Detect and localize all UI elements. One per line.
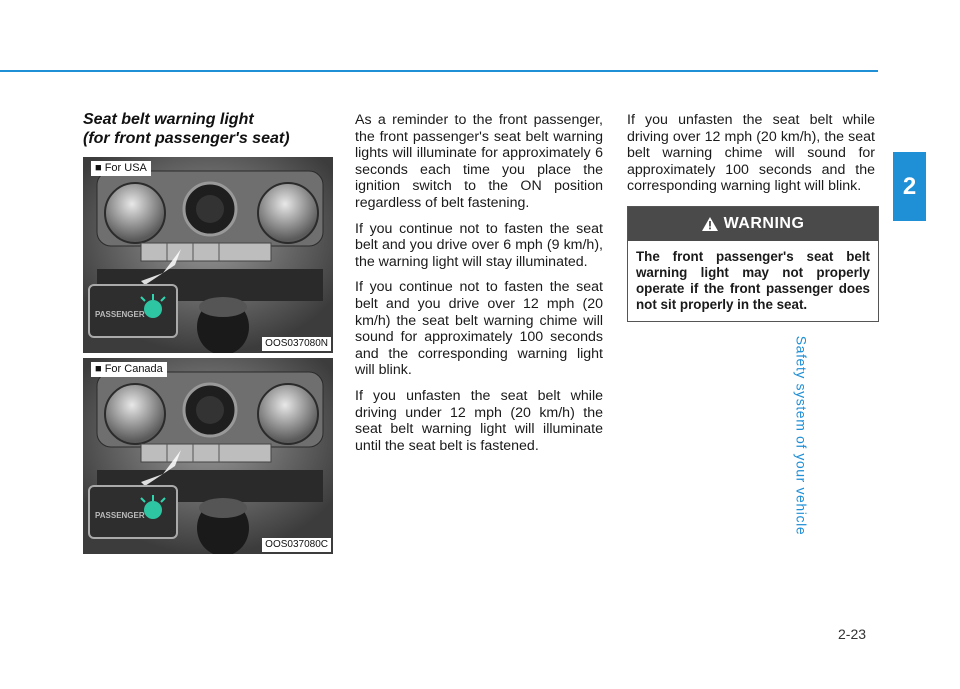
figure-code: OOS037080C bbox=[262, 538, 331, 552]
section-heading bbox=[83, 110, 343, 148]
warning-title: WARNING bbox=[723, 215, 805, 232]
figure-usa bbox=[83, 157, 333, 353]
figure-code: OOS037080N bbox=[262, 337, 331, 351]
heading-line-2: (for front passenger's seat) bbox=[83, 130, 290, 147]
warning-box bbox=[627, 206, 879, 322]
top-rule bbox=[0, 70, 878, 72]
paragraph: As a reminder to the front passenger, the front passenger's seat belt warning lights will illuminate for approximately 6 seconds each time you place the ignition switch to the ON position regardless of belt fastening. bbox=[355, 112, 603, 211]
paragraph: If you unfasten the seat belt while driving under 12 mph (20 km/h) the seat belt warning light will illuminate until the seat belt is fastened. bbox=[355, 387, 603, 454]
warning-header bbox=[628, 207, 878, 241]
page-number: 2-23 bbox=[838, 626, 867, 642]
seatbelt-indicator-icon bbox=[144, 300, 162, 318]
paragraph: If you continue not to fasten the seat belt and you drive over 6 mph (9 km/h), the warning light will stay illuminated. bbox=[355, 220, 603, 270]
chapter-title: Safety system of your vehicle bbox=[793, 335, 810, 536]
chapter-tab bbox=[893, 152, 926, 221]
heading-line-1: Seat belt warning light bbox=[83, 111, 254, 128]
dashboard-illustration bbox=[83, 358, 333, 554]
figure-canada bbox=[83, 358, 333, 554]
paragraph: If you continue not to fasten the seat belt and you drive over 12 mph (20 km/h) the seat belt warning chime will sound for approximately 100 seconds and the corresponding warning light will blink. bbox=[355, 279, 603, 379]
figure-label: ■ For Canada bbox=[91, 362, 167, 377]
warning-text: The front passenger's seat belt warning light may not properly operate if the front passenger does not sit properly in the seat. bbox=[636, 249, 870, 312]
side-title bbox=[793, 336, 809, 535]
body-column-3 bbox=[627, 112, 875, 204]
paragraph: If you unfasten the seat belt while driving over 12 mph (20 km/h), the seat belt warning chime will sound for approximately 100 seconds and the corresponding warning light will blink. bbox=[627, 112, 875, 195]
chapter-number: 2 bbox=[902, 172, 917, 200]
indicator-label: PASSENGER bbox=[95, 310, 145, 319]
dashboard-illustration bbox=[83, 157, 333, 353]
figure-label: ■ For USA bbox=[91, 161, 151, 176]
warning-triangle-icon bbox=[702, 217, 718, 231]
indicator-label: PASSENGER bbox=[95, 511, 145, 520]
seatbelt-indicator-icon bbox=[144, 501, 162, 519]
body-column-2 bbox=[355, 112, 603, 463]
